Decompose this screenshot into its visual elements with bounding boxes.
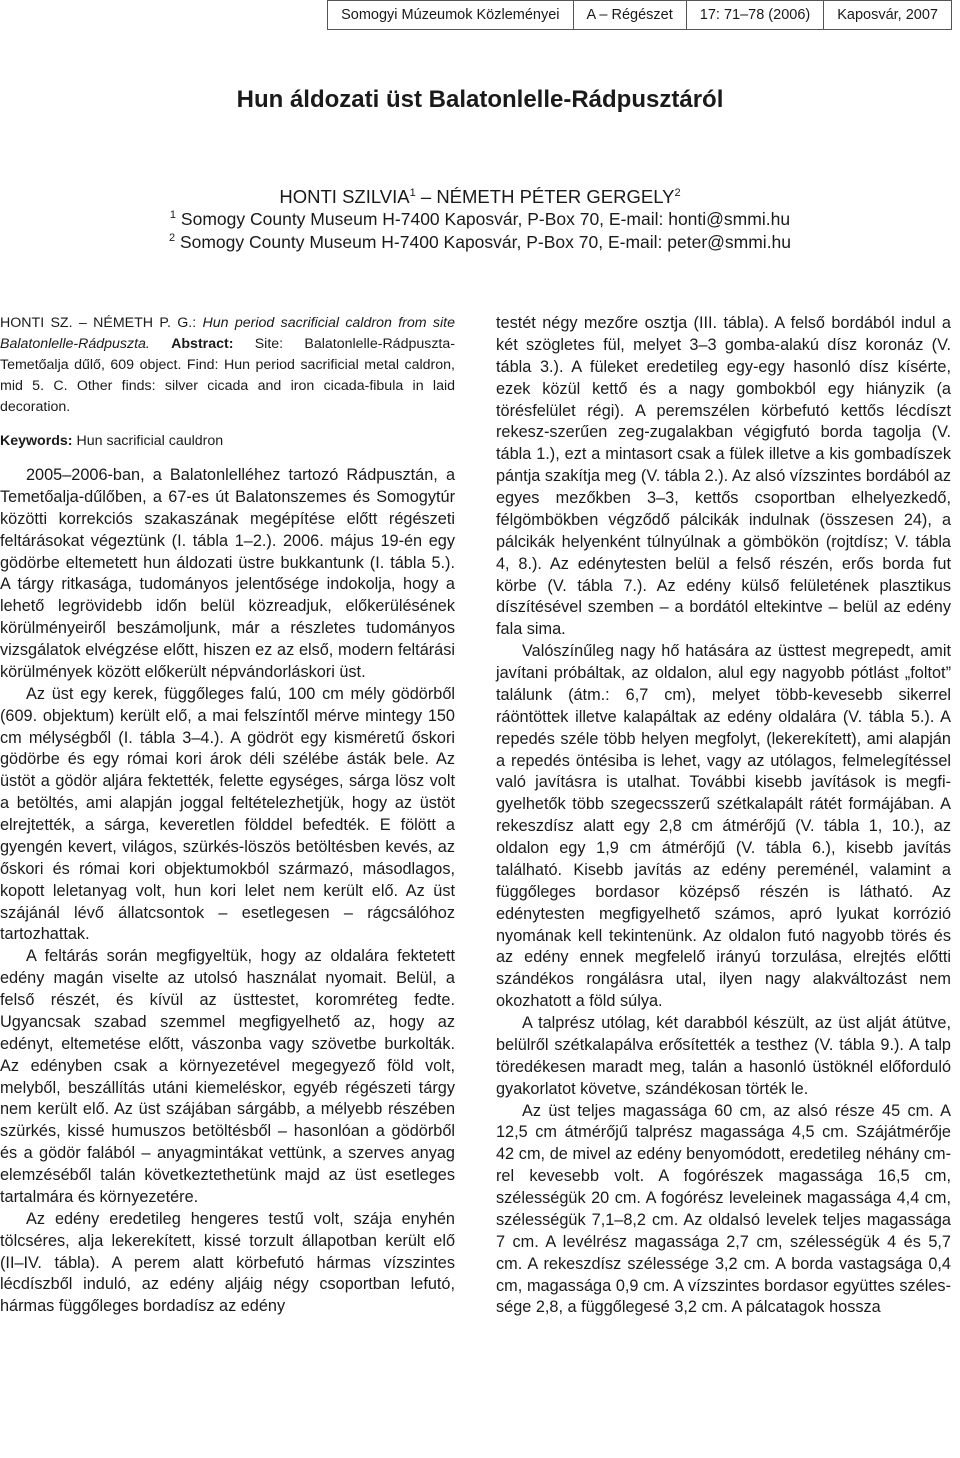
keywords-text: Hun sacrificial cauldron (76, 433, 224, 449)
author-separator: – (415, 186, 437, 207)
author-name: HONTI SZILVIA (279, 186, 410, 207)
journal-place-year: Kaposvár, 2007 (823, 1, 951, 29)
body-paragraph: A feltárás során megfigyeltük, hogy az oldalára fektetett edény magán viselte az utolsó használat nyomait. Belül, a felső részét, és kívül az üsttestet, koromréteg fedte. Ugyancsak szabad szemmel megfigyelhető az, hogy az edényt, eltemetése előtt, vászonba vagy szövetbe burkolták. Az edényben csak a környezetével megegyező föld volt, melyből, beszállítás utáni kiemeléskor, egyéb régészeti tárgy nem került elő. Az üst szájában sárgább, a mélyebb részében szürkés, kissé humuszos betöltésből – hasonlóan a gödörből és a gödör falából – anyagmintákat vettünk, a szerves anyag elemzéséből talán következtethetünk majd az üst esetleges tartalmára és környezetére. (0, 947, 455, 1206)
journal-section: A – Régészet (573, 1, 686, 29)
affiliation-text: Somogy County Museum H-7400 Kaposvár, P-Box 70, E-mail: honti@smmi.hu (180, 209, 791, 229)
author-affiliation-mark: 1 (409, 186, 416, 199)
body-paragraph: A talprész utólag, két darabból készült, az üst alját átütve, belülről szétkalapálva erősítették a testhez (V. tábla 9.). A talp töredékesen maradt meg, talán a hasonló üstöknél előforduló gyakorlatot követve, szándékosan törték le. (496, 1014, 951, 1098)
journal-header (327, 0, 952, 30)
left-column (0, 313, 455, 1318)
keywords-label: Keywords: (0, 433, 77, 449)
affiliation-number: 1 (169, 209, 177, 222)
abstract-block (0, 313, 455, 452)
body-paragraph: Az edény eredetileg hengeres testű volt, szája enyhén tölcséres, alja lekerekített, kissé torzult állapotban került elő (II–IV. tábla). A perem alatt körbefutó hármas vízszintes lécdíszből induló, az edény aljáig négy csoportban lefutó, hármas függőleges bordadísz az edény (0, 1209, 455, 1316)
citation-title: Hun period sacrificial caldron from site Balatonlelle-Rádpuszta. (0, 315, 455, 352)
body-paragraph: Az üst egy kerek, függőleges falú, 100 cm mély gödörből (609. objektum) került elő, a mai felszíntől mérve mintegy 150 cm mélységből (I. tábla 3–4.). A gödröt egy kisméretű őskori gödörbe és egy római kori árok déli szélébe ásták bele. Az üstöt a gödör aljára fektették, felette egységes, sárga lösz volt a betöltés, ami alapján joggal feltételezhetjük, hogy az üstöt elrejtették, a sárga, keveretlen földdel befedték. E fölött a gyengén kevert, világos, szürkés-löszös betöltésben kevés, az őskori és római kori objektumokból származó, másodlagos, kopott leletanyag volt, hun kori lelet nem került elő. Az üst szájánál lévő állatcsontok – esetlegesen – rágcsálóhoz tartozhattak. (0, 684, 455, 944)
author-name: NÉMETH PÉTER GERGELY (436, 186, 675, 207)
affiliation-text: Somogy County Museum H-7400 Kaposvár, P-Box 70, E-mail: peter@smmi.hu (179, 232, 792, 252)
body-paragraph: 2005–2006-ban, a Balatonlelléhez tartozó Rádpusztán, a Temetőalja-dűlőben, a 67-es út Balatonszemes és Somogytúr közötti korrekciós szakaszának megépítése előtt régészeti feltárásokat végeztünk (I. tábla 1–2.). 2006. május 19-én egy gödörbe eltemetett hun áldozati üstre bukkantunk (I. tábla 5.). A tárgy ritkasága, tudományos jelentősége indokolja, hogy a lehető legrövidebb időn belül közreadjuk, előkerülésének körülményeiről beszámoljunk, már a részletes tudományos vizsgálatok elvégzése előtt, hiszen ez az első, modern feltárási körülmények között előkerült népvándorláskori üst. (0, 466, 455, 681)
keywords-paragraph (0, 431, 455, 452)
abstract-label: Abstract: (171, 336, 255, 352)
affiliation-line (0, 209, 960, 230)
journal-name: Somogyi Múzeumok Közleményei (341, 7, 560, 23)
right-column (496, 313, 951, 1319)
body-paragraph: Valószínűleg nagy hő hatására az üsttest megrepedt, amit javítani próbáltak, az oldalon, alul egy nagyobb pótlást „foltot” találunk (átm.: 6,7 cm), melyet több-kevesebb sikerrel ráöntöttek illetve kalapáltak az edény oldalára (V. tábla 5.). A repedés széle több helyen megfolyt, (lekerekített), ami alapján a repedés öntésiba is lehet, vagy az utólagos, felmelegítéssel való javításra is utalhat. További kisebb javítások is megfigyelhetők több szegecsszerű szétkalapált rátét formájában. A rekeszdísz alatt egy 2,8 cm átmérőjű (V. tábla 1, 10.), az oldalon egy 1,9 cm átmérőjű (V. tábla 6.), kisebb javítás található. Kisebb javítás az edény pereménél, valamint a függőleges bordasor középső részén is látható. Az edénytesten megfigyelhető számos, apró lyukat korrózió nyomának kell tekintenünk. Az oldalon futó nagyobb törés és az edény ennek megfelelő irányú torzulása, elrejtés előtti szándékos rongálásra utal, ilyen nagy alakváltozást nem okozhatott a föld súlya. (496, 642, 951, 1011)
body-paragraph: testét négy mezőre osztja (III. tábla). A felső bordából indul a két szögletes fül, melyet 3–3 gomba-alakú dísz koronáz (V. tábla 3.). A füleket eredetileg egy-egy hasonló dísz kísérte, ezek közül kettő és a nagy gombokból egy hiányzik (a törésfelület régi). A peremszélen körbefutó kettős lécdíszt rekesz-szerűen zeg-zugalakban végigfutó borda tagolja (V. tábla 1.), ezt a mintasort csak a fülek illetve a kis gombadíszek pántja szakítja meg (V. tábla 2.). Az alsó vízszintes bordából az egyes mezőkben 3–3, kettős csoportban elhelyezkedő, félgömbökben végződő pálcikák indulnak (összesen 24), a pálcikák helyenként túlnyúlnak a gömbökön (rojtdísz; V. tábla 4, 8.). Az edénytesten belül a felső részén, erős borda fut körbe (V. tábla 7.). Az edény külső felületének plasztikus díszítésével szemben – a bordától eltekintve – belül az edény fala sima. (496, 314, 951, 639)
citation-authors: HONTI SZ. – NÉMETH P. G.: (0, 315, 203, 331)
author-affiliation-mark: 2 (674, 186, 681, 199)
affiliation-number: 2 (168, 232, 176, 245)
body-paragraph: Az üst teljes magassága 60 cm, az alsó része 45 cm. A 12,5 cm átmérőjű talprész magassága 4,5 cm. Szájátmérője 42 cm, de mivel az edény benyomódott, eredetileg néhány cm-rel kevesebb volt. A fogórészek magassága 16,5 cm, szélességük 20 cm. A fogórész leveleinek magassága 4,4 cm, szélességük 7,1–8,2 cm. Az oldalsó levelek teljes magassága 7 cm. A levélrész magassága 2,7 cm, szélességük 4 és 5,7 cm. A rekeszdísz szélessége 3,2 cm. A borda vastagsága 0,4 cm, magassága 0,9 cm. A vízszintes bordasor együttes szélessége 2,8, a függőlegesé 3,2 cm. A pálcatagok hossza (496, 1101, 951, 1317)
abstract-text: Site: Balatonlelle-Rádpuszta-Temetőalja dűlő, 609 object. Find: Hun period sacrificial metal caldron, mid 5. C. Other finds: silver cicada and iron cicada-fibula in laid decoration. (0, 336, 455, 415)
article-title: Hun áldozati üst Balatonlelle-Rádpusztáról (236, 86, 724, 113)
affiliation-line (0, 232, 960, 253)
author-line (0, 186, 960, 208)
abstract-paragraph (0, 313, 455, 418)
journal-volume: 17: 71–78 (2006) (686, 1, 823, 29)
